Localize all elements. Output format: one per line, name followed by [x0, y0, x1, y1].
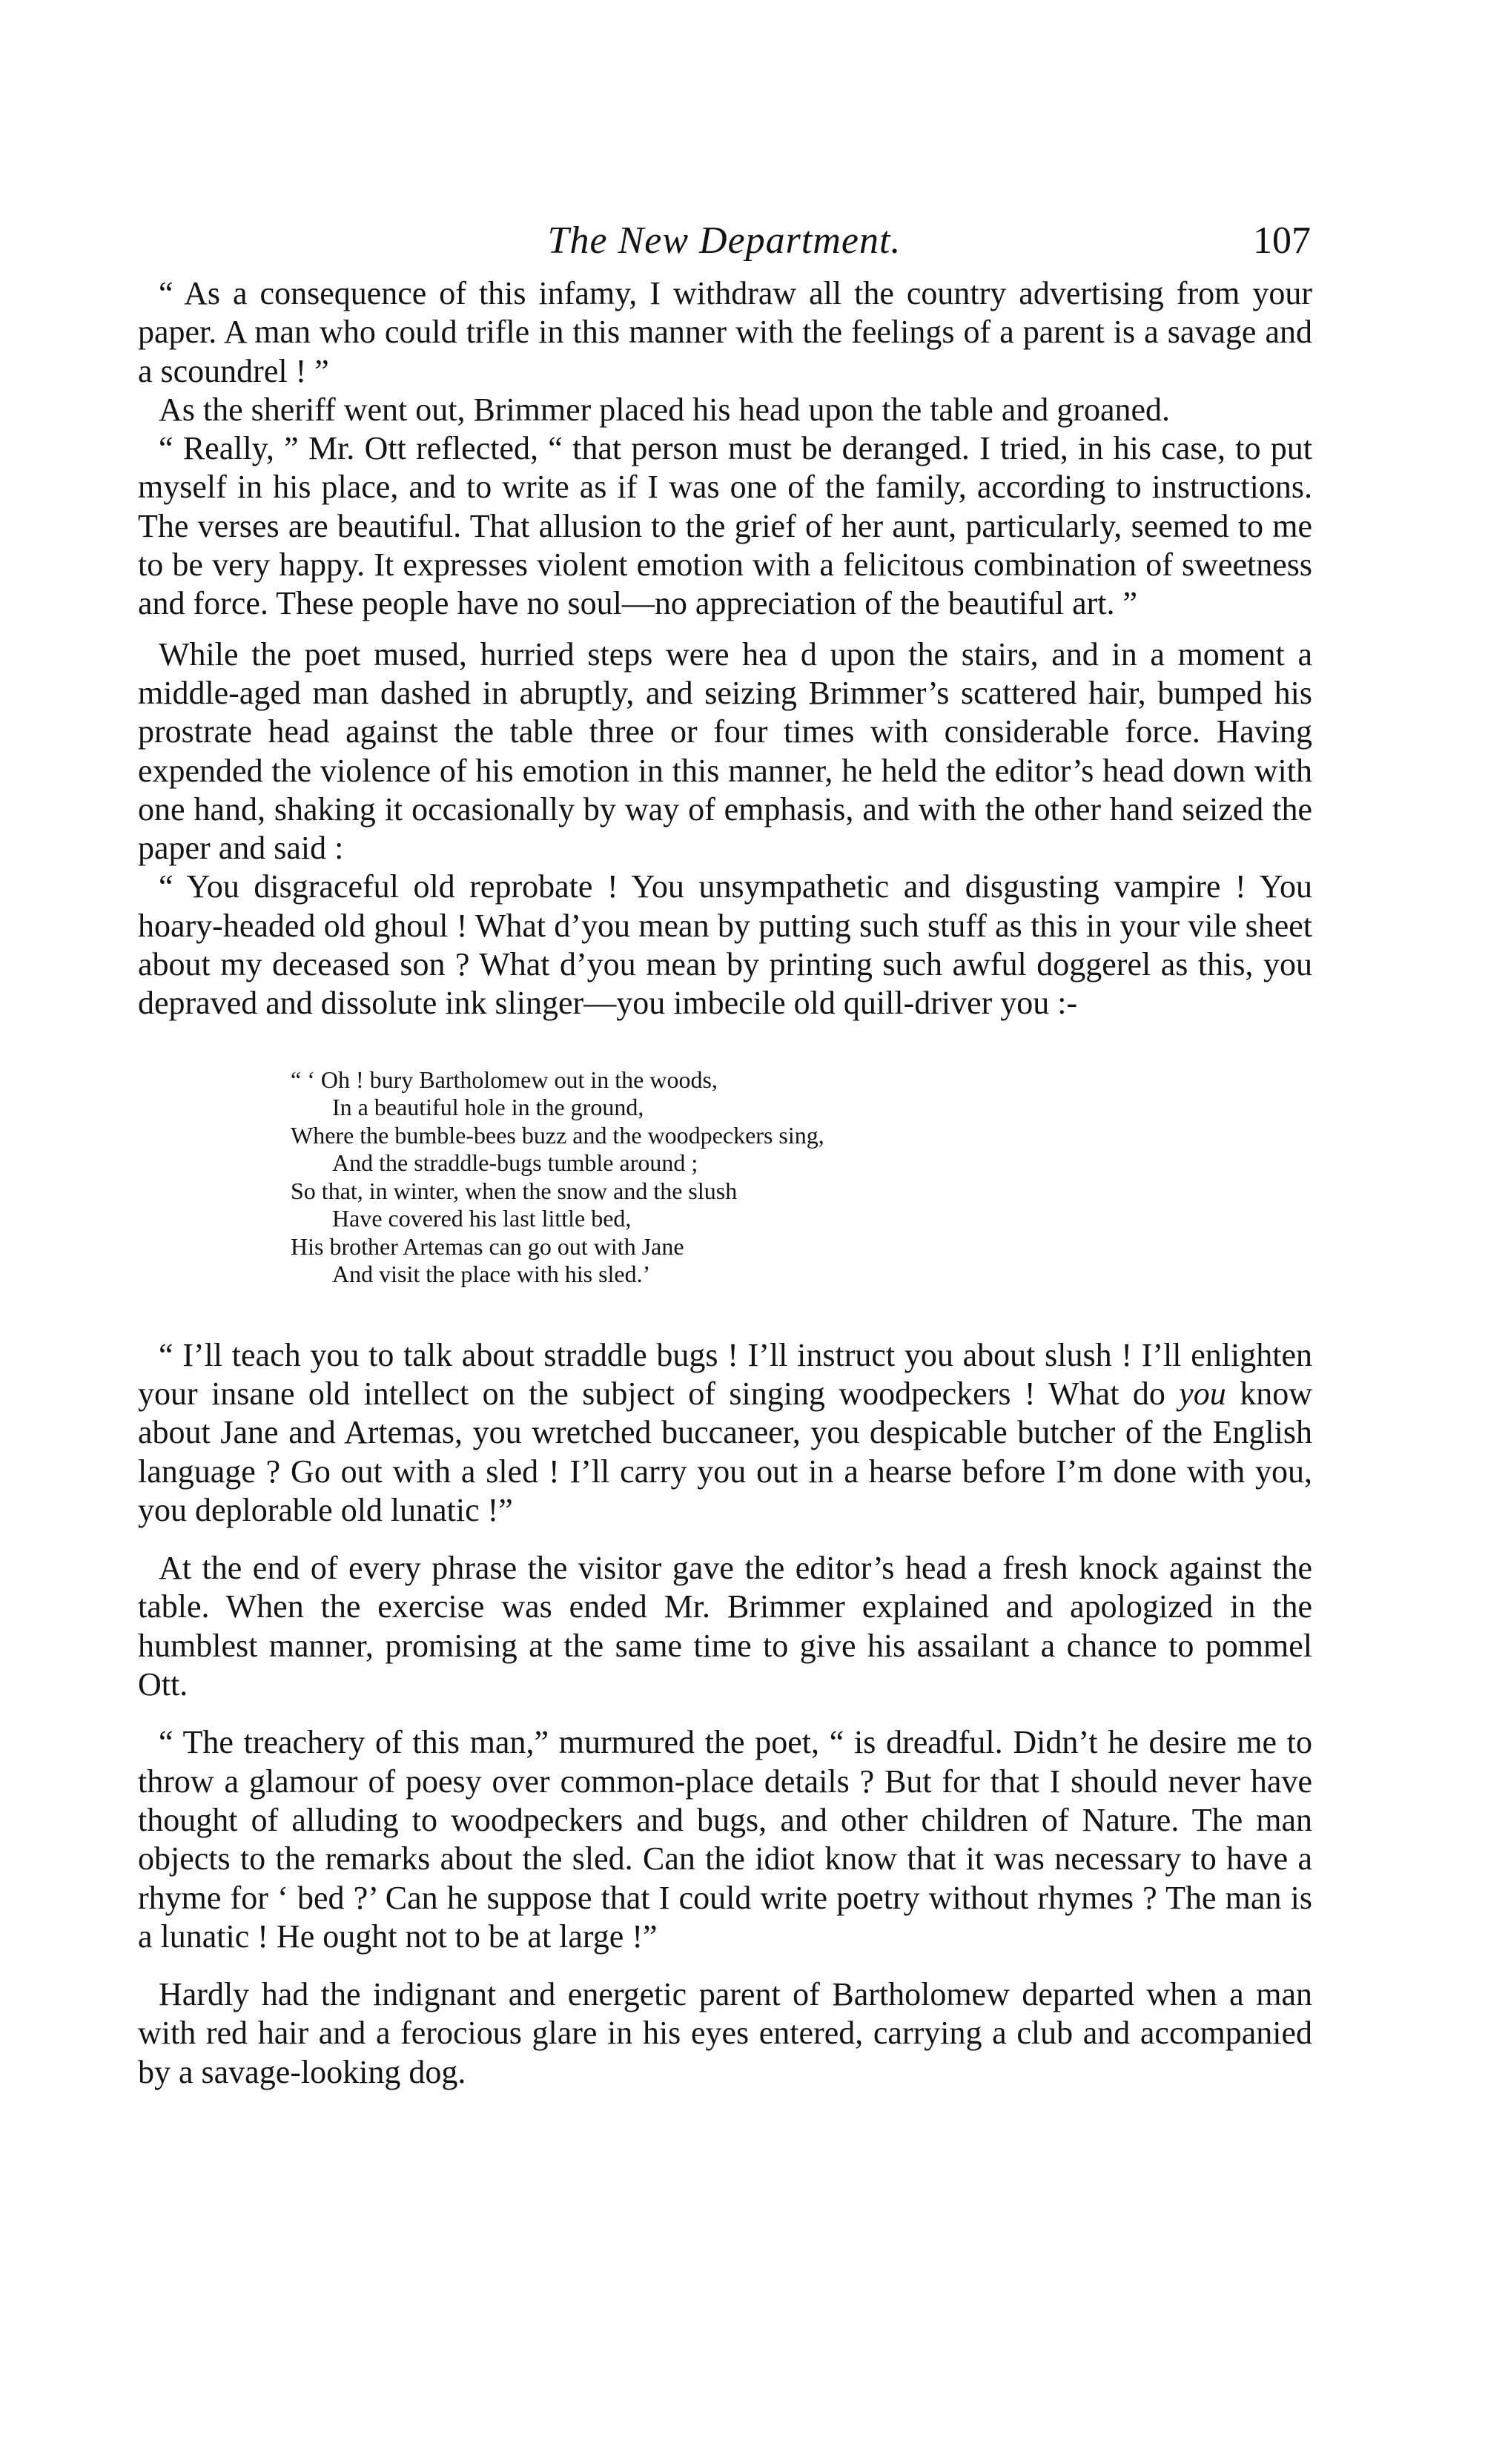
poem-quote	[138, 1066, 1312, 1289]
tirade-italic-word: you	[1179, 1375, 1226, 1412]
running-title: The New Department.	[547, 219, 902, 262]
page-number: 107	[1253, 219, 1311, 262]
paragraph-sheriff-exit: As the sheriff went out, Brimmer placed his head upon the table and groaned.	[159, 391, 1171, 428]
page-header	[138, 215, 1311, 274]
poem-line: So that, in winter, when the snow and the slush	[291, 1177, 738, 1204]
poem-line: In a beautiful hole in the ground,	[332, 1094, 644, 1121]
poem-line: His brother Artemas can go out with Jane	[291, 1232, 684, 1260]
tirade-text-end: know about Jane and Artemas, you wretched buccaneer, you despicable butcher of the English language ? Go out with a sled ! I’ll carry you out in a hearse before I’m done with you, you deplorable old lunatic !”	[138, 1375, 1312, 1528]
paragraph-ott-reflects: “ Really, ” Mr. Ott reflected, “ that person must be deranged. I tried, in his case, to put myself in his place, and to write as if I was one of the family, according to instructions. The verses are beautiful. That allusion to the grief of her aunt, particularly, seemed to me to be very happy. It expresses violent emotion with a felicitous combination of sweetness and force. These people have no soul—no appreciation of the beautiful art. ”	[138, 430, 1312, 622]
paragraph-father-speech: “ You disgraceful old reprobate ! You unsympathetic and disgusting vampire ! You hoary-headed old ghoul ! What d’you mean by putting such stuff as this in your vile sheet about my deceased son ? What d’you mean by printing such awful doggerel as this, you depraved and dissolute ink slinger—you imbecile old quill-driver you :-	[138, 868, 1312, 1022]
paragraph-father-tirade	[138, 1336, 1312, 1530]
tirade-text-start: “ I’ll teach you to talk about straddle bugs ! I’ll instruct you about slush ! I’ll enlighten your insane old intellect on the subject of singing woodpeckers ! What do	[138, 1336, 1312, 1412]
paragraph-advertising: “ As a consequence of this infamy, I withdraw all the country advertising from your paper. A man who could trifle in this manner with the feelings of a parent is a savage and a scoundrel ! ”	[138, 275, 1312, 389]
poem-line: And the straddle-bugs tumble around ;	[332, 1149, 698, 1177]
paragraph-father-enters: While the poet mused, hurried steps were hea d upon the stairs, and in a moment a middle-aged man dashed in abruptly, and seizing Brimmer’s scattered hair, bumped his prostrate head against the table three or four times with considerable force. Having expended the violence of his emotion in this manner, he held the editor’s head down with one hand, shaking it occasionally by way of emphasis, and with the other hand seized the paper and said :	[138, 635, 1312, 867]
poem-line: Where the bumble-bees buzz and the woodpeckers sing,	[291, 1121, 824, 1149]
body-text	[138, 274, 1312, 2092]
poem-line: “ ‘ Oh ! bury Bartholomew out in the woods,	[291, 1066, 718, 1093]
paragraph-head-knocking: At the end of every phrase the visitor gave the editor’s head a fresh knock against the table. When the exercise was ended Mr. Brimmer explained and apologized in the humblest manner, promising at the same time to give his assailant a chance to pommel Ott.	[138, 1550, 1312, 1703]
poem-line: Have covered his last little bed,	[332, 1205, 632, 1232]
paragraph-red-haired-man: Hardly had the indignant and energetic parent of Bartholomew departed when a man with red hair and a ferocious glare in his eyes entered, carrying a club and accompanied by a savage-looking dog.	[138, 1976, 1312, 2090]
paragraph-poet-murmurs: “ The treachery of this man,” murmured the poet, “ is dreadful. Didn’t he desire me to throw a glamour of poesy over common-place details ? But for that I should never have thought of alluding to woodpeckers and bugs, and other children of Nature. The man objects to the remarks about the sled. Can the idiot know that it was necessary to have a rhyme for ‘ bed ?’ Can he suppose that I could write poetry without rhymes ? The man is a lunatic ! He ought not to be at large !”	[138, 1724, 1312, 1955]
poem-line: And visit the place with his sled.’	[332, 1261, 651, 1288]
